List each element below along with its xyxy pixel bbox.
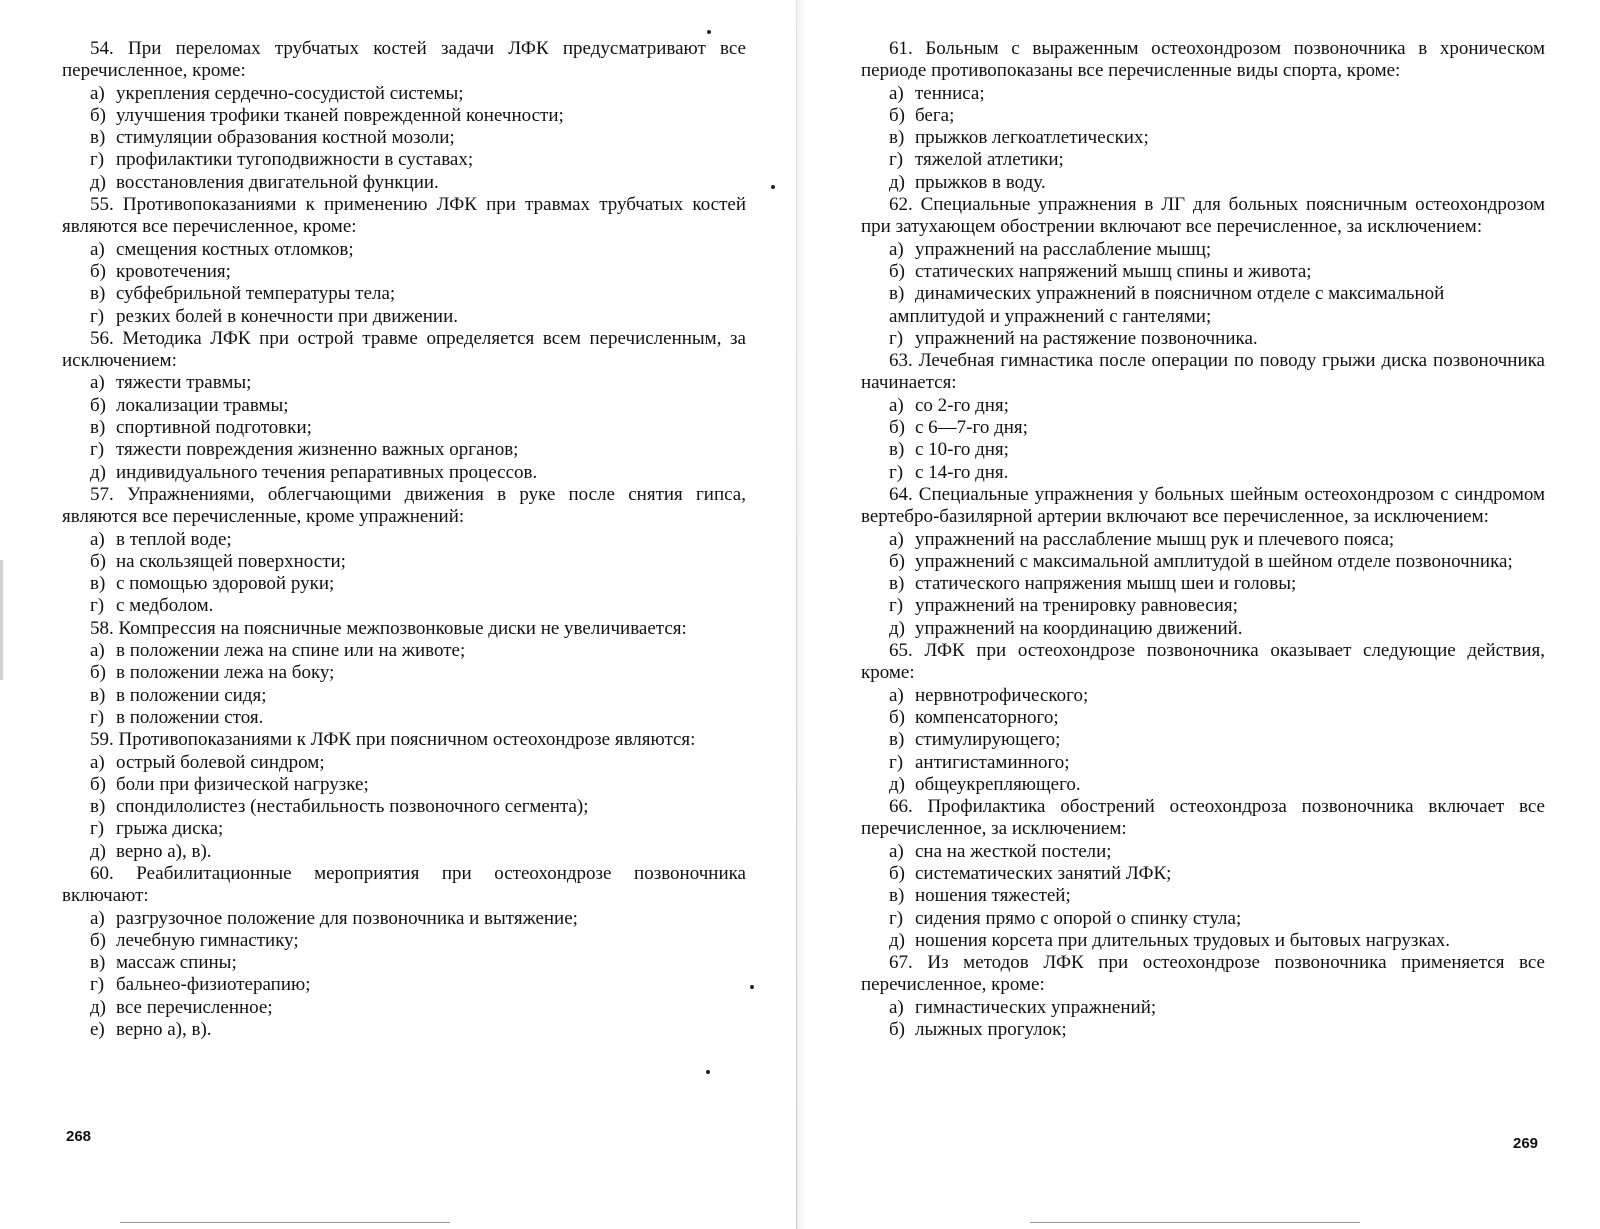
question-stem: 60. Реабилитационные мероприятия при остеохондрозе позвоночника включают:	[62, 862, 746, 907]
bottom-edge-line	[1030, 1222, 1360, 1223]
answer-option	[62, 261, 746, 283]
option-letter: г)	[90, 149, 105, 171]
question-block	[861, 952, 1545, 1041]
answer-option	[62, 83, 746, 105]
option-text: тенниса;	[915, 82, 985, 104]
answer-option	[861, 172, 1545, 194]
option-text: смещения костных отломков;	[116, 238, 354, 260]
option-text: ношения тяжестей;	[915, 885, 1071, 907]
question-block	[861, 194, 1545, 350]
option-letter: б)	[889, 260, 905, 282]
option-text: компенсаторного;	[915, 706, 1059, 728]
option-text: динамических упражнений в поясничном отделе с максимальной амплитудой и упражнений с гантелями;	[889, 283, 1445, 327]
option-text: упражнений на расслабление мышц;	[915, 238, 1212, 260]
option-letter: в)	[889, 729, 905, 751]
option-letter: в)	[90, 952, 106, 974]
answer-option	[62, 439, 746, 461]
question-stem: 56. Методика ЛФК при острой травме определяется всем перечисленным, за исключением:	[62, 327, 746, 372]
option-text: все перечисленное;	[116, 996, 273, 1018]
option-letter: д)	[90, 171, 106, 193]
option-letter: б)	[889, 417, 905, 439]
option-text: спондилолистез (нестабильность позвоночного сегмента);	[116, 796, 589, 818]
answer-option	[861, 395, 1545, 417]
question-stem: 64. Специальные упражнения у больных шейным остеохондрозом с синдромом вертебро-базилярной артерии включают все перечисленное, за исключением:	[861, 483, 1545, 528]
option-text: упражнений на координацию движений.	[915, 617, 1243, 639]
answer-option	[62, 662, 746, 684]
bottom-edge-line	[120, 1222, 450, 1223]
option-text: прыжков легкоатлетических;	[915, 127, 1149, 149]
answer-option	[861, 685, 1545, 707]
option-letter: а)	[90, 238, 105, 260]
answer-option	[861, 908, 1545, 930]
option-text: кровотечения;	[116, 260, 231, 282]
option-letter: г)	[889, 907, 904, 929]
option-text: индивидуального течения репаративных процессов.	[116, 461, 538, 483]
option-letter: г)	[90, 439, 105, 461]
answer-option	[62, 595, 746, 617]
option-letter: в)	[90, 573, 106, 595]
option-text: с помощью здоровой руки;	[116, 573, 335, 595]
answer-option	[861, 1019, 1545, 1041]
option-text: ношения корсета при длительных трудовых и бытовых нагрузках.	[915, 929, 1451, 951]
option-letter: б)	[90, 550, 106, 572]
option-letter: б)	[889, 550, 905, 572]
answer-option	[861, 439, 1545, 461]
option-letter: б)	[90, 260, 106, 282]
option-text: на скользящей поверхности;	[116, 550, 346, 572]
option-text: сна на жесткой постели;	[915, 840, 1112, 862]
option-letter: г)	[90, 595, 105, 617]
option-letter: д)	[90, 996, 106, 1018]
option-letter: б)	[90, 394, 106, 416]
answer-option	[861, 841, 1545, 863]
question-block	[62, 618, 746, 729]
question-block	[62, 484, 746, 618]
option-text: лыжных прогулок;	[915, 1019, 1067, 1041]
option-text: грыжа диска;	[116, 818, 224, 840]
option-letter: а)	[889, 684, 904, 706]
answer-option	[62, 172, 746, 194]
page-number-right: 269	[1513, 1135, 1539, 1152]
answer-option	[861, 127, 1545, 149]
option-text: стимуляции образования костной мозоли;	[116, 127, 455, 149]
option-letter: в)	[889, 439, 905, 461]
question-block	[62, 863, 746, 1041]
answer-option	[62, 462, 746, 484]
answer-option	[62, 127, 746, 149]
question-stem: 61. Больным с выраженным остеохондрозом позвоночника в хроническом периоде противопоказаны все перечисленные виды спорта, кроме:	[861, 38, 1545, 82]
answer-option	[62, 551, 746, 573]
option-letter: а)	[90, 372, 105, 394]
question-stem: 63. Лечебная гимнастика после операции по поводу грыжи диска позвоночника начинается:	[861, 350, 1545, 394]
answer-option	[861, 328, 1545, 350]
answer-option	[62, 640, 746, 662]
option-letter: в)	[889, 885, 905, 907]
answer-option	[861, 551, 1545, 573]
option-text: упражнений с максимальной амплитудой в шейном отделе позвоночника;	[915, 550, 1513, 572]
option-letter: в)	[90, 283, 106, 305]
answer-option	[62, 752, 746, 774]
answer-option	[62, 1019, 746, 1041]
answer-option	[861, 149, 1545, 171]
option-text: статических напряжений мышц спины и живота;	[915, 260, 1312, 282]
option-text: в теплой воде;	[116, 528, 232, 550]
answer-option	[861, 595, 1545, 617]
answer-option	[861, 997, 1545, 1019]
option-text: упражнений на растяжение позвоночника.	[915, 327, 1258, 349]
scan-speck	[706, 1070, 710, 1074]
scan-speck	[750, 985, 754, 989]
answer-option	[861, 239, 1545, 261]
answer-option	[62, 818, 746, 840]
option-text: разгрузочное положение для позвоночника и вытяжение;	[116, 907, 578, 929]
gutter-shadow	[797, 0, 807, 1229]
option-text: острый болевой синдром;	[116, 751, 325, 773]
answer-option	[861, 283, 1545, 328]
option-letter: г)	[889, 595, 904, 617]
question-stem: 58. Компрессия на поясничные межпозвонковые диски не увеличивается:	[90, 617, 687, 639]
answer-option	[861, 417, 1545, 439]
option-letter: в)	[90, 796, 106, 818]
answer-option	[62, 908, 746, 930]
option-text: спортивной подготовки;	[116, 417, 312, 439]
option-text: в положении сидя;	[116, 684, 267, 706]
option-letter: а)	[90, 640, 105, 662]
question-stem: 54. При переломах трубчатых костей задачи ЛФК предусматривают все перечисленное, кроме:	[62, 38, 746, 82]
scan-edge-shadow	[0, 560, 3, 680]
option-text: систематических занятий ЛФК;	[915, 862, 1172, 884]
answer-option	[861, 707, 1545, 729]
option-letter: е)	[90, 1019, 105, 1041]
answer-option	[861, 105, 1545, 127]
option-text: в положении лежа на боку;	[116, 662, 335, 684]
answer-option	[861, 83, 1545, 105]
option-text: общеукрепляющего.	[915, 773, 1081, 795]
question-block	[861, 796, 1545, 952]
question-stem: 66. Профилактика обострений остеохондроза позвоночника включает все перечисленное, за исключением:	[861, 796, 1545, 840]
option-text: резких болей в конечности при движении.	[116, 305, 458, 327]
question-block	[861, 640, 1545, 796]
scan-speck	[771, 185, 775, 189]
answer-option	[62, 239, 746, 261]
option-text: с 6—7-го дня;	[915, 417, 1028, 439]
question-block	[861, 350, 1545, 484]
option-letter: а)	[889, 996, 904, 1018]
option-letter: д)	[889, 773, 905, 795]
option-letter: г)	[90, 974, 105, 996]
answer-option	[62, 105, 746, 127]
option-text: лечебную гимнастику;	[116, 929, 299, 951]
option-text: упражнений на расслабление мышц рук и плечевого пояса;	[915, 528, 1395, 550]
option-letter: в)	[90, 127, 106, 149]
option-text: улучшения трофики тканей поврежденной конечности;	[116, 104, 564, 126]
option-text: тяжести травмы;	[116, 372, 252, 394]
option-text: верно а), в).	[116, 1019, 212, 1041]
answer-option	[62, 774, 746, 796]
answer-option	[861, 618, 1545, 640]
option-letter: а)	[90, 82, 105, 104]
option-text: бальнео-физиотерапию;	[116, 974, 311, 996]
option-text: упражнений на тренировку равновесия;	[915, 595, 1238, 617]
question-stem: 67. Из методов ЛФК при остеохондрозе позвоночника применяется все перечисленное, кроме:	[861, 952, 1545, 996]
option-letter: д)	[889, 617, 905, 639]
answer-option	[62, 997, 746, 1019]
answer-option	[861, 462, 1545, 484]
answer-option	[62, 417, 746, 439]
answer-option	[62, 841, 746, 863]
answer-option	[62, 529, 746, 551]
option-letter: г)	[90, 818, 105, 840]
answer-option	[861, 261, 1545, 283]
question-stem: 65. ЛФК при остеохондрозе позвоночника оказывает следующие действия, кроме:	[861, 640, 1545, 684]
question-block	[62, 729, 746, 863]
answer-option	[62, 952, 746, 974]
answer-option	[62, 930, 746, 952]
answer-option	[861, 573, 1545, 595]
option-letter: в)	[889, 573, 905, 595]
option-text: профилактики тугоподвижности в суставах;	[116, 149, 474, 171]
right-page	[861, 38, 1545, 1041]
option-text: восстановления двигательной функции.	[116, 171, 439, 193]
option-letter: г)	[90, 706, 105, 728]
option-letter: д)	[90, 840, 106, 862]
question-block	[861, 484, 1545, 640]
option-text: с медболом.	[116, 595, 214, 617]
option-letter: б)	[90, 929, 106, 951]
option-letter: а)	[889, 840, 904, 862]
option-text: антигистаминного;	[915, 751, 1070, 773]
answer-option	[62, 283, 746, 305]
option-letter: г)	[889, 149, 904, 171]
option-text: верно а), в).	[116, 840, 212, 862]
option-text: статического напряжения мышц шеи и головы;	[915, 573, 1297, 595]
option-text: бега;	[915, 104, 955, 126]
question-stem: 62. Специальные упражнения в ЛГ для больных поясничным остеохондрозом при затухающем обострении включают все перечисленное, за исключением:	[861, 194, 1545, 238]
answer-option	[62, 685, 746, 707]
option-text: нервнотрофического;	[915, 684, 1089, 706]
option-text: субфебрильной температуры тела;	[116, 283, 396, 305]
answer-option	[861, 529, 1545, 551]
option-letter: в)	[90, 684, 106, 706]
option-letter: б)	[90, 773, 106, 795]
answer-option	[62, 573, 746, 595]
answer-option	[62, 395, 746, 417]
option-letter: а)	[889, 394, 904, 416]
answer-option	[861, 729, 1545, 751]
answer-option	[62, 974, 746, 996]
option-letter: г)	[889, 461, 904, 483]
option-letter: а)	[889, 82, 904, 104]
option-letter: в)	[889, 127, 905, 149]
option-text: прыжков в воду.	[915, 171, 1046, 193]
option-text: с 10-го дня;	[915, 439, 1009, 461]
option-text: гимнастических упражнений;	[915, 996, 1157, 1018]
option-text: в положении стоя.	[116, 706, 264, 728]
question-block	[62, 194, 746, 328]
question-stem: 57. Упражнениями, облегчающими движения в руке после снятия гипса, являются все перечисленные, кроме упражнений:	[62, 483, 746, 528]
answer-option	[861, 774, 1545, 796]
option-letter: д)	[889, 171, 905, 193]
option-letter: г)	[90, 305, 105, 327]
answer-option	[62, 707, 746, 729]
option-text: укрепления сердечно-сосудистой системы;	[116, 82, 464, 104]
question-block	[861, 38, 1545, 194]
option-letter: б)	[90, 104, 106, 126]
question-stem: 55. Противопоказаниями к применению ЛФК при травмах трубчатых костей являются все перечисленное, кроме:	[62, 194, 746, 238]
question-stem: 59. Противопоказаниями к ЛФК при поясничном остеохондрозе являются:	[90, 729, 696, 751]
option-text: тяжести повреждения жизненно важных органов;	[116, 439, 519, 461]
question-block	[62, 38, 746, 194]
answer-option	[62, 306, 746, 328]
option-text: сидения прямо с опорой о спинку стула;	[915, 907, 1242, 929]
option-letter: в)	[90, 417, 106, 439]
option-letter: в)	[889, 283, 905, 305]
option-text: локализации травмы;	[116, 394, 289, 416]
option-letter: а)	[90, 751, 105, 773]
option-text: боли при физической нагрузке;	[116, 773, 369, 795]
option-letter: а)	[889, 238, 904, 260]
option-text: с 14-го дня.	[915, 461, 1009, 483]
answer-option	[861, 863, 1545, 885]
option-letter: а)	[90, 528, 105, 550]
answer-option	[62, 796, 746, 818]
option-letter: а)	[889, 528, 904, 550]
left-page	[62, 38, 746, 1041]
option-letter: а)	[90, 907, 105, 929]
option-text: тяжелой атлетики;	[915, 149, 1064, 171]
scan-speck	[707, 30, 711, 34]
answer-option	[861, 885, 1545, 907]
answer-option	[62, 372, 746, 394]
option-letter: б)	[889, 104, 905, 126]
page-number-left: 268	[66, 1128, 92, 1145]
answer-option	[861, 930, 1545, 952]
option-letter: д)	[90, 461, 106, 483]
option-letter: б)	[90, 662, 106, 684]
option-letter: б)	[889, 862, 905, 884]
option-letter: г)	[889, 327, 904, 349]
option-text: в положении лежа на спине или на животе;	[116, 640, 466, 662]
answer-option	[861, 752, 1545, 774]
option-text: стимулирующего;	[915, 729, 1061, 751]
option-letter: б)	[889, 1019, 905, 1041]
option-text: массаж спины;	[116, 952, 237, 974]
question-block	[62, 328, 746, 484]
answer-option	[62, 149, 746, 171]
option-letter: б)	[889, 706, 905, 728]
option-letter: г)	[889, 751, 904, 773]
option-letter: д)	[889, 929, 905, 951]
option-text: со 2-го дня;	[915, 394, 1009, 416]
